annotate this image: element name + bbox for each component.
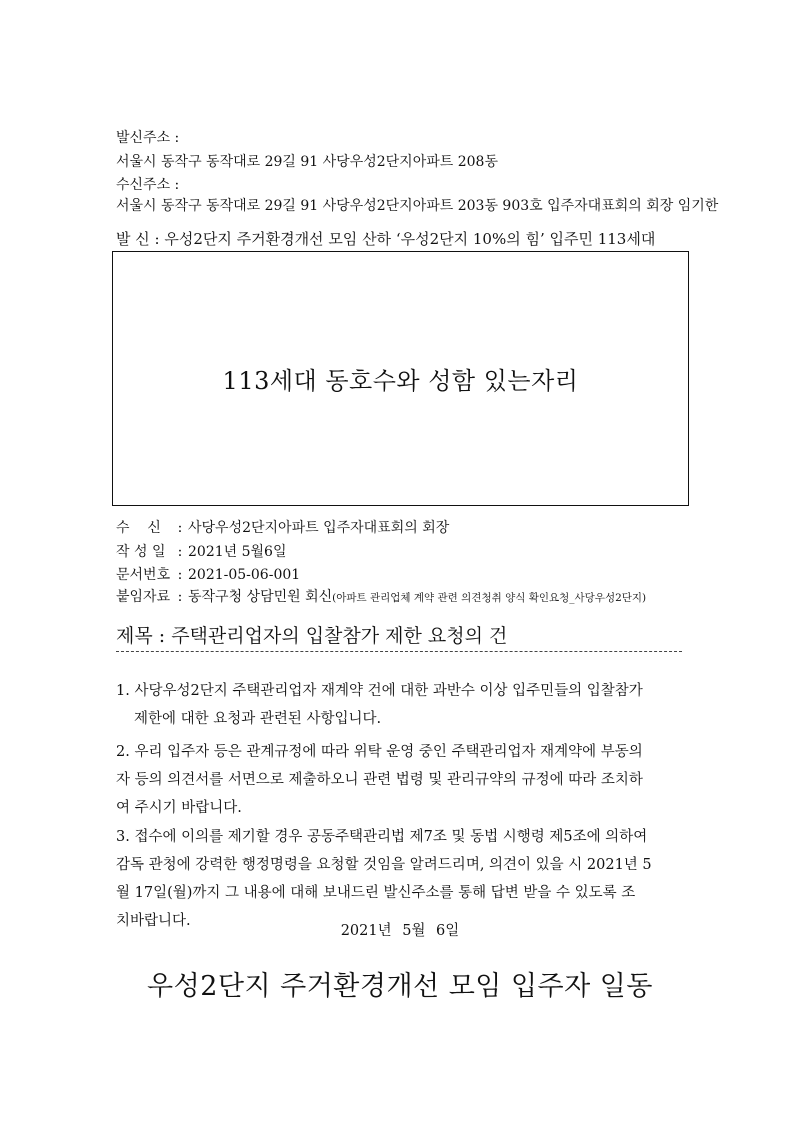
meta-docno [116, 566, 300, 584]
recipient-key: 수 신 [116, 520, 161, 536]
item3-line1: 3. 접수에 이의를 제기할 경우 공동주택관리법 제7조 및 동법 시행령 제5조에 의하여 [116, 829, 648, 845]
to-address-label: 수신주소 : [116, 177, 180, 193]
item3-line2: 감독 관청에 강력한 행정명령을 요청할 것임을 알려드리며, 의견이 있을 시 2021년 5 [116, 857, 652, 873]
body-item-1 [116, 677, 696, 733]
item2-line2: 자 등의 의견서를 서면으로 제출하오니 관련 법령 및 관리규약의 규정에 따라 조치하 [116, 772, 643, 788]
item2-line1: 2. 우리 입주자 등은 관계규정에 따라 위탁 운영 중인 주택관리업자 재계약에 부동의 [116, 744, 643, 760]
body-item-3 [116, 823, 696, 935]
placeholder-box-text: 113세대 동호수와 성함 있는자리 [222, 367, 579, 395]
footer-signature: 우성2단지 주거환경개선 모임 입주자 일동 [147, 971, 653, 1002]
attach-note: (아파트 관리업체 계약 관련 의견청취 양식 확인요청_사당우성2단지) [332, 592, 647, 604]
docno-sep: : [177, 567, 183, 583]
body-item-2 [116, 738, 696, 822]
subject-divider [116, 651, 682, 652]
placeholder-box [112, 251, 689, 506]
item3-line4: 치바랍니다. [116, 913, 191, 929]
item2-line3: 여 주시기 바랍니다. [116, 800, 242, 816]
attach-key: 붙임자료 [116, 589, 171, 605]
footer-date: 2021년 5월 6일 [340, 923, 460, 939]
subject-title: 제목 : 주택관리업자의 입찰참가 제한 요청의 건 [116, 625, 508, 647]
item3-line3: 월 17일(월)까지 그 내용에 대해 보내드린 발신주소를 통해 답변 받을 수 있도록 조 [116, 885, 636, 901]
attach-sep: : [177, 589, 183, 605]
meta-recipient [116, 519, 449, 537]
recipient-sep: : [177, 520, 183, 536]
item1-line1: 1. 사당우성2단지 주택관리업자 재계약 건에 대한 과반수 이상 입주민들의 입찰참가 [116, 683, 643, 699]
date-sep: : [177, 544, 183, 560]
meta-date [116, 543, 286, 561]
date-value: 2021년 5월6일 [188, 544, 287, 560]
meta-attachment [116, 588, 646, 607]
item1-line2: 제한에 대한 요청과 관련된 사항입니다. [134, 711, 382, 727]
from-address: 서울시 동작구 동작대로 29길 91 사당우성2단지아파트 208동 [116, 154, 498, 170]
from-address-label: 발신주소 : [116, 130, 180, 146]
attach-value: 동작구청 상담민원 회신 [188, 589, 333, 605]
docno-key: 문서번호 [116, 567, 171, 583]
to-address: 서울시 동작구 동작대로 29길 91 사당우성2단지아파트 203동 903호 입주자대표회의 회장 임기한 [116, 198, 719, 214]
docno-value: 2021-05-06-001 [188, 567, 301, 583]
date-key: 작 성 일 [116, 544, 166, 560]
sender-line: 발 신 : 우성2단지 주거환경개선 모임 산하 ‘우성2단지 10%의 힘’ 입주민 113세대 [116, 230, 656, 248]
recipient-value: 사당우성2단지아파트 입주자대표회의 회장 [188, 520, 450, 536]
